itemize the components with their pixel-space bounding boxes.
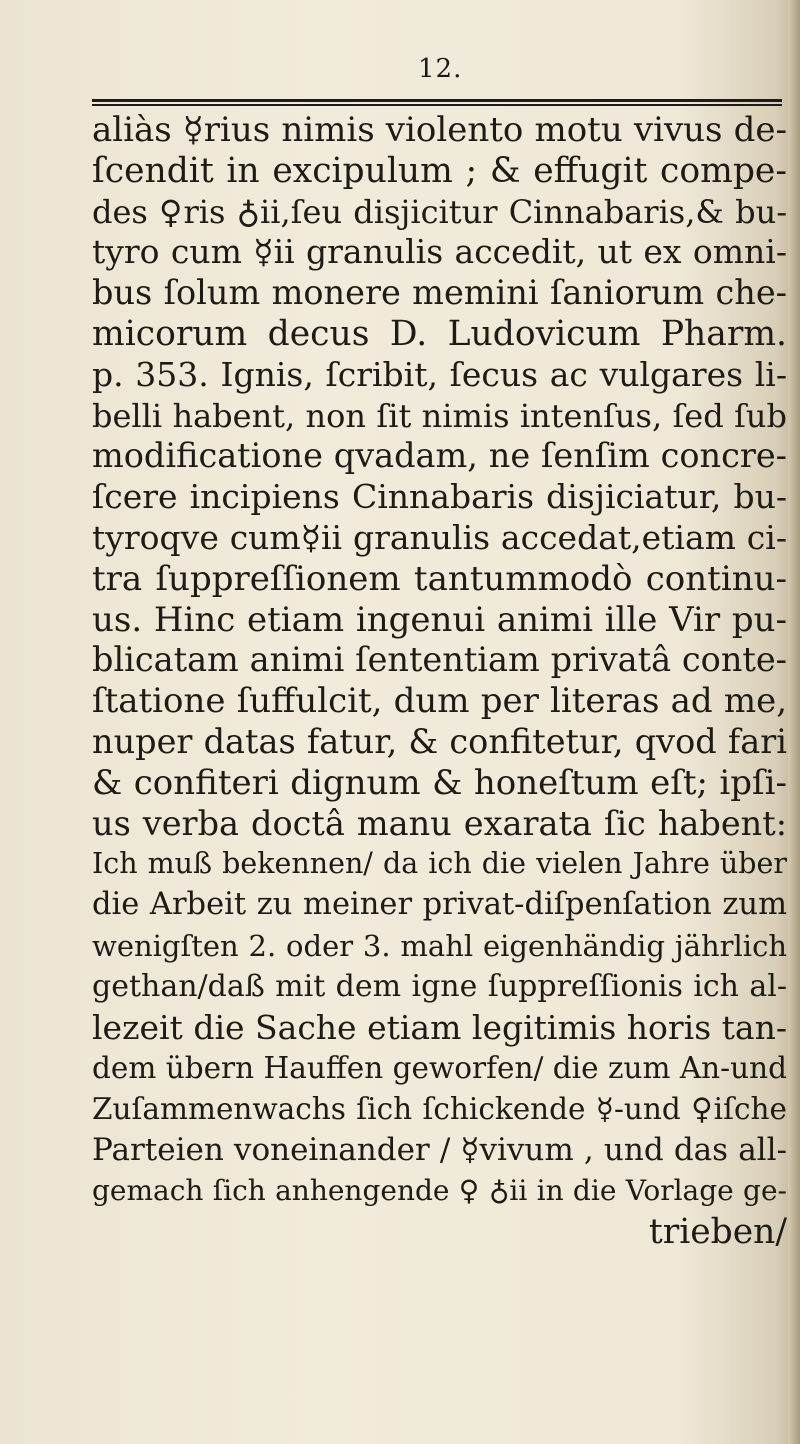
text-line: ſcere incipiens Cinnabaris disjiciatur, bu-	[92, 477, 787, 517]
text-line: ſcendit in excipulum ; & effugit compe-	[92, 150, 787, 191]
body-text	[92, 110, 787, 1252]
text-line: p. 353. Ignis, ſcribit, ſecus ac vulgares li-	[92, 354, 787, 394]
text-line: wenigſten 2. oder 3. mahl eigenhändig jährlich	[92, 928, 787, 963]
text-line: blicatam animi ſententiam privatâ conte-	[92, 640, 787, 680]
text-line: gemach ſich anhengende ♀ ♁ii in die Vorlage ge-	[92, 1173, 787, 1207]
text-line: us. Hinc etiam ingenui animi ille Vir pu-	[92, 599, 787, 640]
text-line: dem übern Hauffen geworfen/ die zum An-und	[92, 1051, 787, 1086]
text-line: Ich muß bekennen/ da ich die vielen Jahre über	[92, 847, 787, 881]
text-line: gethan/daß mit dem igne ſuppreſſionis ich al-	[92, 968, 787, 1004]
text-line: nuper datas fatur, & confitetur, qvod fari	[92, 721, 787, 761]
text-line: us verba doctâ manu exarata ſic habent:	[92, 803, 787, 843]
text-line: aliàs ☿rius nimis violento motu vivus de-	[92, 110, 787, 150]
text-line: & confiteri dignum & honeſtum eſt; ipſi-	[92, 762, 787, 803]
text-line: des ♀ris ♁ii,ſeu disjicitur Cinnabaris,& bu-	[92, 192, 787, 231]
text-line: micorum decus D. Ludovicum Pharm.	[92, 313, 787, 354]
text-line: tyroqve cum☿ii granulis accedat,etiam ci-	[92, 517, 787, 557]
page-number: 12.	[418, 54, 463, 84]
text-line: lezeit die Sache etiam legitimis horis tan-	[92, 1007, 787, 1047]
text-line: Zuſammenwachs ſich ſchickende ☿-und ♀iſche	[92, 1092, 787, 1127]
text-line: modificatione qvadam, ne ſenſim concre-	[92, 436, 787, 476]
text-line: die Arbeit zu meiner privat-diſpenſation zum	[92, 887, 787, 923]
text-line: tyro cum ☿ii granulis accedit, ut ex omni-	[92, 232, 787, 272]
text-line: belli habent, non ſit nimis intenſus, ſed ſub	[92, 396, 787, 435]
text-line: Parteien voneinander / ☿vivum , und das all-	[92, 1131, 787, 1168]
header-rule	[92, 99, 782, 109]
text-line: ſtatione ſuffulcit, dum per literas ad me,	[92, 681, 787, 722]
text-line: tra ſuppreſſionem tantummodò continu-	[92, 558, 787, 599]
text-line: bus ſolum monere memini ſaniorum che-	[92, 273, 787, 313]
text-line: trieben/	[648, 1211, 787, 1252]
page-edge	[788, 0, 800, 1444]
